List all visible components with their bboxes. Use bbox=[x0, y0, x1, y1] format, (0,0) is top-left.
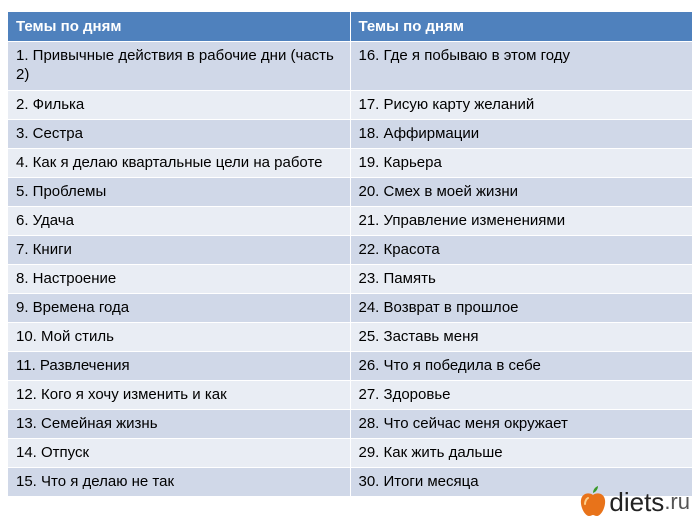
apple-icon bbox=[579, 486, 607, 518]
table-cell-left: 8. Настроение bbox=[8, 265, 350, 294]
table-cell-right: 28. Что сейчас меня окружает bbox=[350, 410, 692, 439]
table-header-row bbox=[8, 12, 692, 42]
column-header-left: Темы по дням bbox=[8, 12, 350, 42]
table-row bbox=[8, 294, 692, 323]
table-cell-right: 16. Где я побываю в этом году bbox=[350, 42, 692, 91]
topics-table bbox=[8, 12, 693, 496]
table-cell-left: 11. Развлечения bbox=[8, 352, 350, 381]
table-cell-left: 2. Филька bbox=[8, 91, 350, 120]
table-cell-right: 26. Что я победила в себе bbox=[350, 352, 692, 381]
table-cell-left: 9. Времена года bbox=[8, 294, 350, 323]
table-cell-right: 27. Здоровье bbox=[350, 381, 692, 410]
table-cell-right: 19. Карьера bbox=[350, 149, 692, 178]
table-cell-left: 14. Отпуск bbox=[8, 439, 350, 468]
table-cell-right: 29. Как жить дальше bbox=[350, 439, 692, 468]
table-cell-left: 7. Книги bbox=[8, 236, 350, 265]
table-row bbox=[8, 207, 692, 236]
table-cell-right: 24. Возврат в прошлое bbox=[350, 294, 692, 323]
table-row bbox=[8, 323, 692, 352]
table-cell-right: 18. Аффирмации bbox=[350, 120, 692, 149]
topics-table-container bbox=[8, 12, 692, 496]
table-row bbox=[8, 439, 692, 468]
table-cell-left: 12. Кого я хочу изменить и как bbox=[8, 381, 350, 410]
table-cell-right: 22. Красота bbox=[350, 236, 692, 265]
table-cell-left: 1. Привычные действия в рабочие дни (часть 2) bbox=[8, 42, 350, 91]
table-cell-right: 20. Смех в моей жизни bbox=[350, 178, 692, 207]
table-cell-right: 21. Управление изменениями bbox=[350, 207, 692, 236]
table-row bbox=[8, 265, 692, 294]
table-row bbox=[8, 42, 692, 91]
table-cell-right: 30. Итоги месяца bbox=[350, 468, 692, 497]
table-row bbox=[8, 236, 692, 265]
diets-logo[interactable] bbox=[579, 485, 690, 519]
table-cell-right: 23. Память bbox=[350, 265, 692, 294]
table-cell-right: 17. Рисую карту желаний bbox=[350, 91, 692, 120]
table-row bbox=[8, 91, 692, 120]
table-row bbox=[8, 352, 692, 381]
table-row bbox=[8, 381, 692, 410]
table-cell-left: 13. Семейная жизнь bbox=[8, 410, 350, 439]
table-row bbox=[8, 410, 692, 439]
table-cell-left: 10. Мой стиль bbox=[8, 323, 350, 352]
table-cell-left: 3. Сестра bbox=[8, 120, 350, 149]
column-header-right: Темы по дням bbox=[350, 12, 692, 42]
table-cell-left: 4. Как я делаю квартальные цели на работе bbox=[8, 149, 350, 178]
table-row bbox=[8, 120, 692, 149]
table-cell-left: 6. Удача bbox=[8, 207, 350, 236]
logo-domain-suffix: .ru bbox=[664, 489, 690, 514]
table-cell-left: 15. Что я делаю не так bbox=[8, 468, 350, 497]
table-cell-left: 5. Проблемы bbox=[8, 178, 350, 207]
table-cell-right: 25. Заставь меня bbox=[350, 323, 692, 352]
logo-wordmark: diets bbox=[609, 486, 665, 517]
table-row bbox=[8, 178, 692, 207]
table-row bbox=[8, 149, 692, 178]
